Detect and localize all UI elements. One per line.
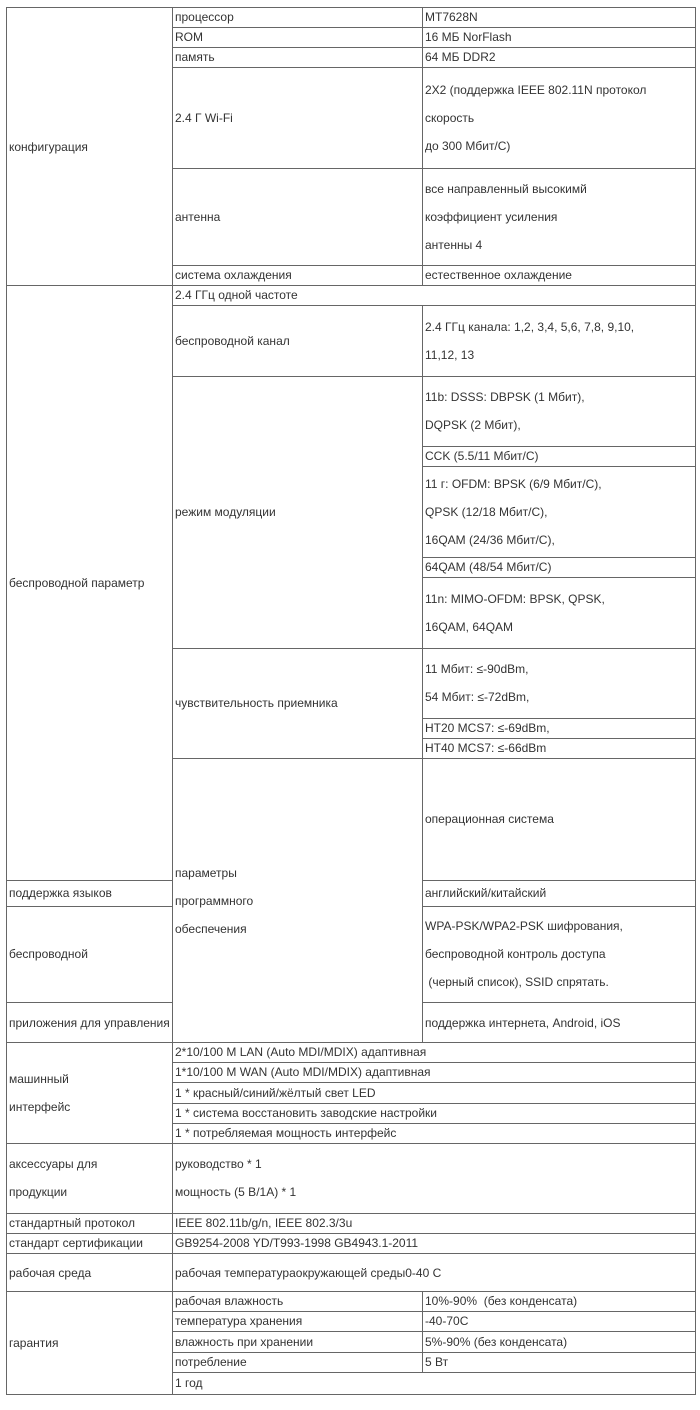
section-label-hardware: машинный интерфейс xyxy=(7,1043,173,1143)
table-row xyxy=(7,1214,696,1234)
table-row xyxy=(7,1292,696,1312)
spec-value-line: беспроводной контроль доступа xyxy=(425,947,606,962)
table-row xyxy=(7,1254,696,1292)
spec-value: 5 Вт xyxy=(423,1352,696,1372)
spec-value: 2*10/100 M LAN (Auto MDI/MDIX) адаптивная xyxy=(173,1043,696,1063)
spec-value-line: 2X2 (поддержка IEEE 802.11N протокол xyxy=(425,82,647,97)
table-row xyxy=(7,1043,696,1063)
spec-value: HT20 MCS7: ≤-69dBm, xyxy=(423,718,696,738)
spec-value-line: коэффициент усиления xyxy=(425,209,558,224)
spec-value-line: до 300 Мбит/С) xyxy=(425,138,511,153)
section-label-protocol: стандартный протокол xyxy=(7,1214,173,1234)
spec-value-line: 16QAM (24/36 Мбит/С), xyxy=(425,533,555,548)
table-row xyxy=(7,8,696,28)
spec-key: система охлаждения xyxy=(173,266,423,286)
spec-value: 1 год xyxy=(173,1372,696,1394)
spec-value-line: QPSK (12/18 Мбит/С), xyxy=(425,505,548,520)
spec-key: операционная система xyxy=(423,759,696,881)
spec-key: температура хранения xyxy=(173,1312,423,1332)
spec-key: потребление xyxy=(173,1352,423,1372)
spec-value xyxy=(423,906,696,1002)
spec-value xyxy=(423,466,696,557)
spec-key: 2.4 ГГц одной частоте xyxy=(173,286,696,306)
spec-key: беспроводной канал xyxy=(173,306,423,376)
table-row xyxy=(7,1234,696,1254)
spec-value: 1 * система восстановить заводские настройки xyxy=(173,1103,696,1123)
spec-value-line: 54 Мбит: ≤-72dBm, xyxy=(425,690,530,705)
spec-value xyxy=(423,578,696,648)
spec-key: чувствительность приемника xyxy=(173,648,423,758)
spec-value: 64 МБ DDR2 xyxy=(423,48,696,68)
spec-value-line: антенны 4 xyxy=(425,237,483,252)
spec-value xyxy=(423,68,696,168)
spec-key: рабочая влажность xyxy=(173,1292,423,1312)
spec-value-line: WPA-PSK/WPA2-PSK шифрования, xyxy=(425,919,623,934)
spec-value xyxy=(173,1254,696,1292)
spec-value-line: (черный список), SSID спрятать. xyxy=(425,975,609,990)
spec-value-line: руководство * 1 xyxy=(175,1157,262,1172)
spec-value: 1*10/100 M WAN (Auto MDI/MDIX) адаптивная xyxy=(173,1063,696,1083)
section-label-warranty: гарантия xyxy=(7,1292,173,1395)
spec-value: 1 * красный/синий/жёлтый свет LED xyxy=(173,1083,696,1103)
section-label-environment: рабочая среда xyxy=(7,1254,173,1292)
section-label-wireless: беспроводной параметр xyxy=(7,286,173,880)
table-row xyxy=(7,1143,696,1213)
spec-key: ROM xyxy=(173,28,423,48)
spec-value-line: 11 г: OFDM: BPSK (6/9 Мбит/С), xyxy=(425,477,602,492)
section-label-certification: стандарт сертификации xyxy=(7,1234,173,1254)
spec-value: CCK (5.5/11 Мбит/С) xyxy=(423,446,696,466)
spec-key: антенна xyxy=(173,168,423,265)
section-label-accessories: аксессуары для продукции xyxy=(7,1143,173,1213)
spec-key: рабочая температураокружающей среды xyxy=(175,1265,406,1280)
spec-value-line: 2.4 ГГц канала: 1,2, 3,4, 5,6, 7,8, 9,10, xyxy=(425,319,635,334)
spec-value: поддержка интернета, Android, iOS xyxy=(423,1003,696,1043)
spec-value xyxy=(423,648,696,718)
spec-value: 10%-90% (без конденсата) xyxy=(423,1292,696,1312)
spec-value-line: 16QAM, 64QAM xyxy=(425,620,514,634)
spec-value-line: 11n: MIMO-OFDM: BPSK, QPSK, xyxy=(425,592,605,606)
spec-value-line: 11b: DSSS: DBPSK (1 Мбит), xyxy=(425,390,585,405)
spec-value xyxy=(423,376,696,446)
spec-value-line: 11,12, 13 xyxy=(425,347,475,362)
spec-value: 64QAM (48/54 Мбит/С) xyxy=(423,558,696,578)
spec-key: режим модуляции xyxy=(173,376,423,648)
spec-value-line: 0-40 С xyxy=(405,1265,442,1280)
spec-key: приложения для управления xyxy=(7,1003,173,1043)
spec-value-line: DQPSK (2 Мбит), xyxy=(425,418,521,433)
spec-value xyxy=(173,1143,696,1213)
spec-key: 2.4 Г Wi-Fi xyxy=(173,68,423,168)
section-label-software: параметры программного обеспечения xyxy=(173,759,423,1043)
spec-value xyxy=(423,306,696,376)
spec-value: 16 МБ NorFlash xyxy=(423,28,696,48)
spec-value: естественное охлаждение xyxy=(423,266,696,286)
spec-value: GB9254-2008 YD/T993-1998 GB4943.1-2011 xyxy=(173,1234,696,1254)
spec-value: 5%-90% (без конденсата) xyxy=(423,1332,696,1352)
spec-value: английский/китайский xyxy=(423,880,696,906)
spec-key: влажность при хранении xyxy=(173,1332,423,1352)
table-row xyxy=(7,286,696,306)
spec-key: поддержка языков xyxy=(7,880,173,906)
spec-value xyxy=(423,168,696,265)
spec-key: беспроводной xyxy=(7,906,173,1002)
spec-value-line: скорость xyxy=(425,110,475,125)
spec-key: процессор xyxy=(173,8,423,28)
spec-value: HT40 MCS7: ≤-66dBm xyxy=(423,739,696,759)
spec-value-line: все направленный высокимй xyxy=(425,181,587,196)
spec-table xyxy=(6,7,696,1395)
spec-key: память xyxy=(173,48,423,68)
spec-value-line: мощность (5 В/1А) * 1 xyxy=(175,1185,297,1200)
spec-value: MT7628N xyxy=(423,8,696,28)
spec-value-line: 11 Мбит: ≤-90dBm, xyxy=(425,662,529,677)
spec-value: IEEE 802.11b/g/n, IEEE 802.3/3u xyxy=(173,1214,696,1234)
section-label-configuration: конфигурация xyxy=(7,8,173,286)
spec-value: 1 * потребляемая мощность интерфейс xyxy=(173,1123,696,1143)
spec-value: -40-70С xyxy=(423,1312,696,1332)
